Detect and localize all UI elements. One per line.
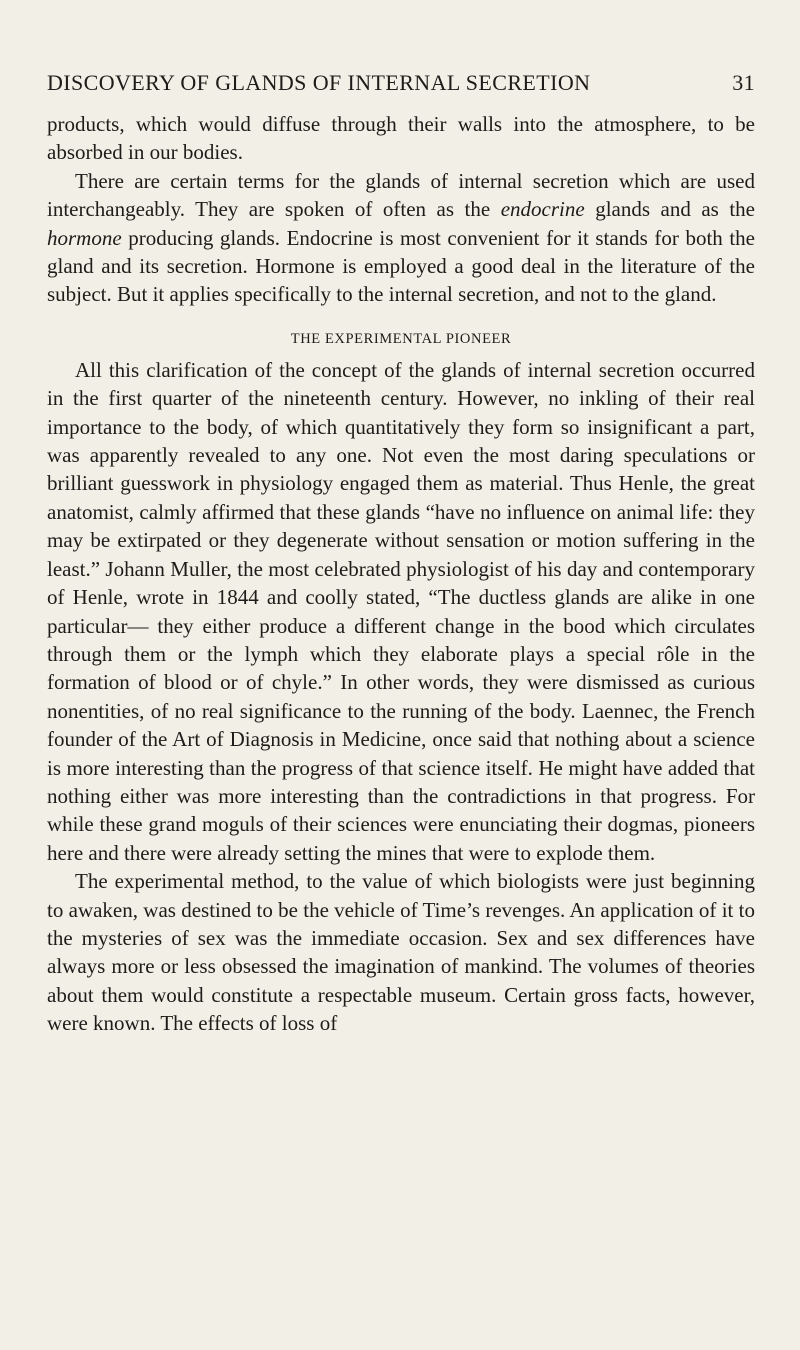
paragraph-terms-part-c: producing glands. Endocrine is most convenient for it stands for both the gland and its secretion. Hormone is employed a good deal in the literature of the subject. But it applies specifically to the internal secretion, and not to the gland.: [47, 225, 755, 307]
paragraph-continuation: products, which would diffuse through their walls into the atmosphere, to be absorbed in our bodies.: [47, 112, 755, 165]
running-head: [47, 70, 755, 96]
paragraph-pioneer: All this clarification of the concept of the glands of internal secretion occurred in the first quarter of the nineteenth century. However, no inkling of their real importance to the body, of which quantitatively they form so insignificant a part, was apparently revealed to any one. Not even the most daring speculations or brilliant guesswork in physiology engaged them as material. Thus Henle, the great anatomist, calmly affirmed that these glands “have no influence on animal life: they may be extirpated or they degenerate without sensation or motion suffering in the least.” Johann Muller, the most celebrated physiologist of his day and contemporary of Henle, wrote in 1844 and coolly stated, “The ductless glands are alike in one particular— they either produce a different change in the bood which circulates through them or the lymph which they elaborate plays a special rôle in the formation of blood or of chyle.” In other words, they were dismissed as curious nonentities, of no real significance to the running of the body. Laennec, the French founder of the Art of Diagnosis in Medicine, once said that nothing about a science is more interesting than the progress of that science itself. He might have added that nothing either was more interesting than the contradictions in that progress. For while these grand moguls of their sciences were enunciating their dogmas, pioneers here and there were already setting the mines that were to explode them.: [47, 357, 755, 865]
term-endocrine: endocrine: [500, 197, 585, 222]
term-hormone: hormone: [47, 225, 122, 250]
paragraph-terms: [47, 167, 755, 309]
book-page: [47, 70, 755, 1038]
page-number: 31: [732, 70, 755, 95]
section-heading: THE EXPERIMENTAL PIONEER: [290, 330, 512, 347]
paragraph-terms-part-b: glands and as the: [584, 197, 755, 222]
paragraph-experimental-method: The experimental method, to the value of which biologists were just beginning to awaken, was destined to be the vehicle of Time’s revenges. An application of it to the mysteries of sex was the immediate occasion. Sex and sex differences have always more or less obsessed the imagination of mankind. The volumes of theories about them would constitute a respectable museum. Certain gross facts, however, were known. The effects of loss of: [47, 869, 755, 1036]
running-head-title: DISCOVERY OF GLANDS OF INTERNAL SECRETION: [47, 70, 591, 95]
paragraph-terms-part-a: There are certain terms for the glands of internal secretion which are used interchangeably. They are spoken of often as the: [47, 168, 755, 222]
